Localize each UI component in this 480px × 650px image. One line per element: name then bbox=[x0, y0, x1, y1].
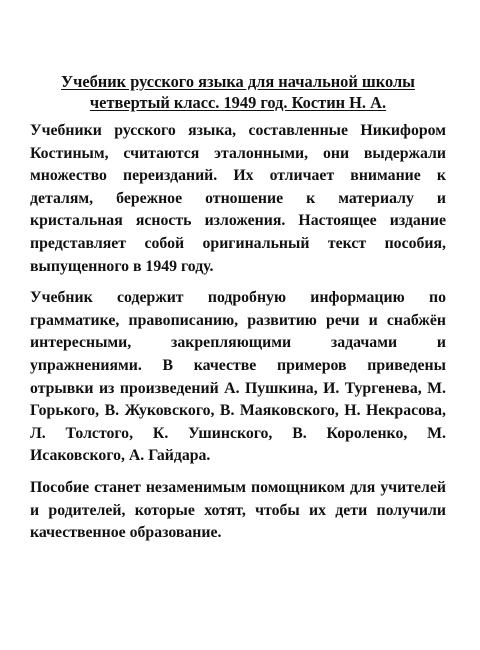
document-title bbox=[30, 71, 446, 113]
paragraph-1: Учебники русского языка, составленные Никифором Костиным, считаются эталонными, они выдержали множество переизданий. Их отличает внимание к деталям, бережное отношение к материалу и кристальная ясность изложения. Настоящее издание представляет собой оригинальный текст пособия, выпущенного в 1949 году. bbox=[30, 122, 446, 275]
paragraph-2: Учебник содержит подробную информацию по грамматике, правописанию, развитию речи и снабжён интересными, закрепляющими задачами и упражнениями. В качестве примеров приведены отрывки из произведений А. Пушкина, И. Тургенева, М. Горького, В. Жуковского, В. Маяковского, Н. Некрасова, Л. Толстого, К. Ушинского, В. Короленко, М. Исаковского, А. Гайдара. bbox=[30, 289, 446, 465]
title-line-2: четвертый класс. 1949 год. Костин Н. А. bbox=[89, 93, 387, 112]
paragraph-3: Пособие станет незаменимым помощником для учителей и родителей, которые хотят, чтобы их дети получили качественное образование. bbox=[30, 478, 446, 542]
title-line-1: Учебник русского языка для начальной школы bbox=[61, 72, 415, 91]
